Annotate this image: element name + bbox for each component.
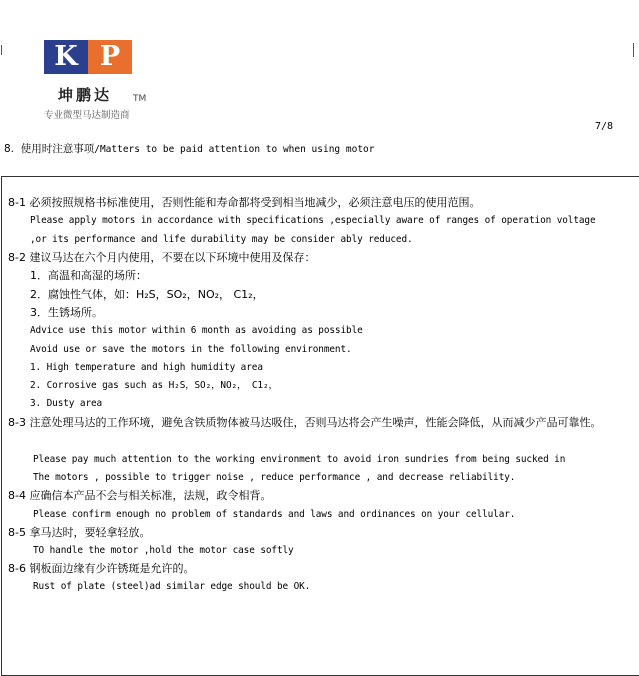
item-8-3-en-line2: The motors , possible to trigger noise , reduce performance , and decrease reliability. [33,472,516,483]
item-8-4-en: Please confirm enough no problem of standards and laws and ordinances on your cellular. [33,509,516,520]
page-corner-mark-right [633,43,634,57]
item-8-2-cn: 8-2 建议马达在六个月内使用，不要在以下环境中使用及保存： [8,251,316,264]
item-8-3-cn: 8-3 注意处理马达的工作环境，避免含铁质物体被马达吸住，否则马达将会产生噪声，性能会降低，从而减少产品可靠性。 [8,416,602,429]
logo-k-block: K [44,40,88,74]
item-8-2-en-sub1: 1. High temperature and high humidity area [30,362,263,373]
item-8-2-en-sub2: 2. Corrosive gas such as H₂S，SO₂，NO₂， C1₂， [30,380,278,391]
logo-p-block: P [88,40,132,74]
precautions-box [1,176,639,676]
page-corner-mark-left [1,45,2,55]
item-8-6-cn: 8-6 钢板面边缘有少许锈斑是允许的。 [8,562,195,575]
item-8-2-en-line1: Advice use this motor within 6 month as avoiding as possible [30,325,363,336]
trademark-mark: TM [133,94,147,104]
section-title-en: /Matters to be paid attention to when using motor [94,144,375,155]
item-8-5-en: TO handle the motor ,hold the motor case softly [33,545,294,556]
item-8-3-en-line1: Please pay much attention to the working environment to avoid iron sundries from being sucked in [33,454,566,465]
section-title-cn: 使用时注意事项 [20,143,95,155]
item-8-2-en-sub3: 3. Dusty area [30,398,103,409]
brand-name: 坤鹏达 [58,86,113,104]
item-8-6-en: Rust of plate (steel)ad similar edge should be OK. [33,581,311,592]
item-8-1-en-line1: Please apply motors in accordance with specifications ,especially aware of ranges of operation voltage [30,215,596,226]
item-8-2-cn-sub2: 2．腐蚀性气体，如：H₂S，SO₂，NO₂， C1₂， [30,288,264,301]
item-8-1-cn: 8-1 必须按照规格书标准使用，否则性能和寿命都将受到相当地减少，必须注意电压的使用范围。 [8,196,481,209]
item-8-1-en-line2: ,or its performance and life durability may be consider ably reduced. [30,234,413,245]
company-slogan: 专业微型马达制造商 [44,110,130,121]
item-8-2-en-line2: Avoid use or save the motors in the following environment. [30,344,352,355]
item-8-2-cn-sub1: 1．高温和高湿的场所： [30,269,147,282]
item-8-2-cn-sub3: 3．生锈场所。 [30,306,103,319]
section-number: 8. [4,143,15,155]
section-title [4,141,374,156]
page-number: 7/8 [594,121,613,132]
item-8-5-cn: 8-5 拿马达时，要轻拿轻放。 [8,526,151,539]
item-8-4-cn: 8-4 应确信本产品不会与相关标准，法规，政令相背。 [8,489,272,502]
